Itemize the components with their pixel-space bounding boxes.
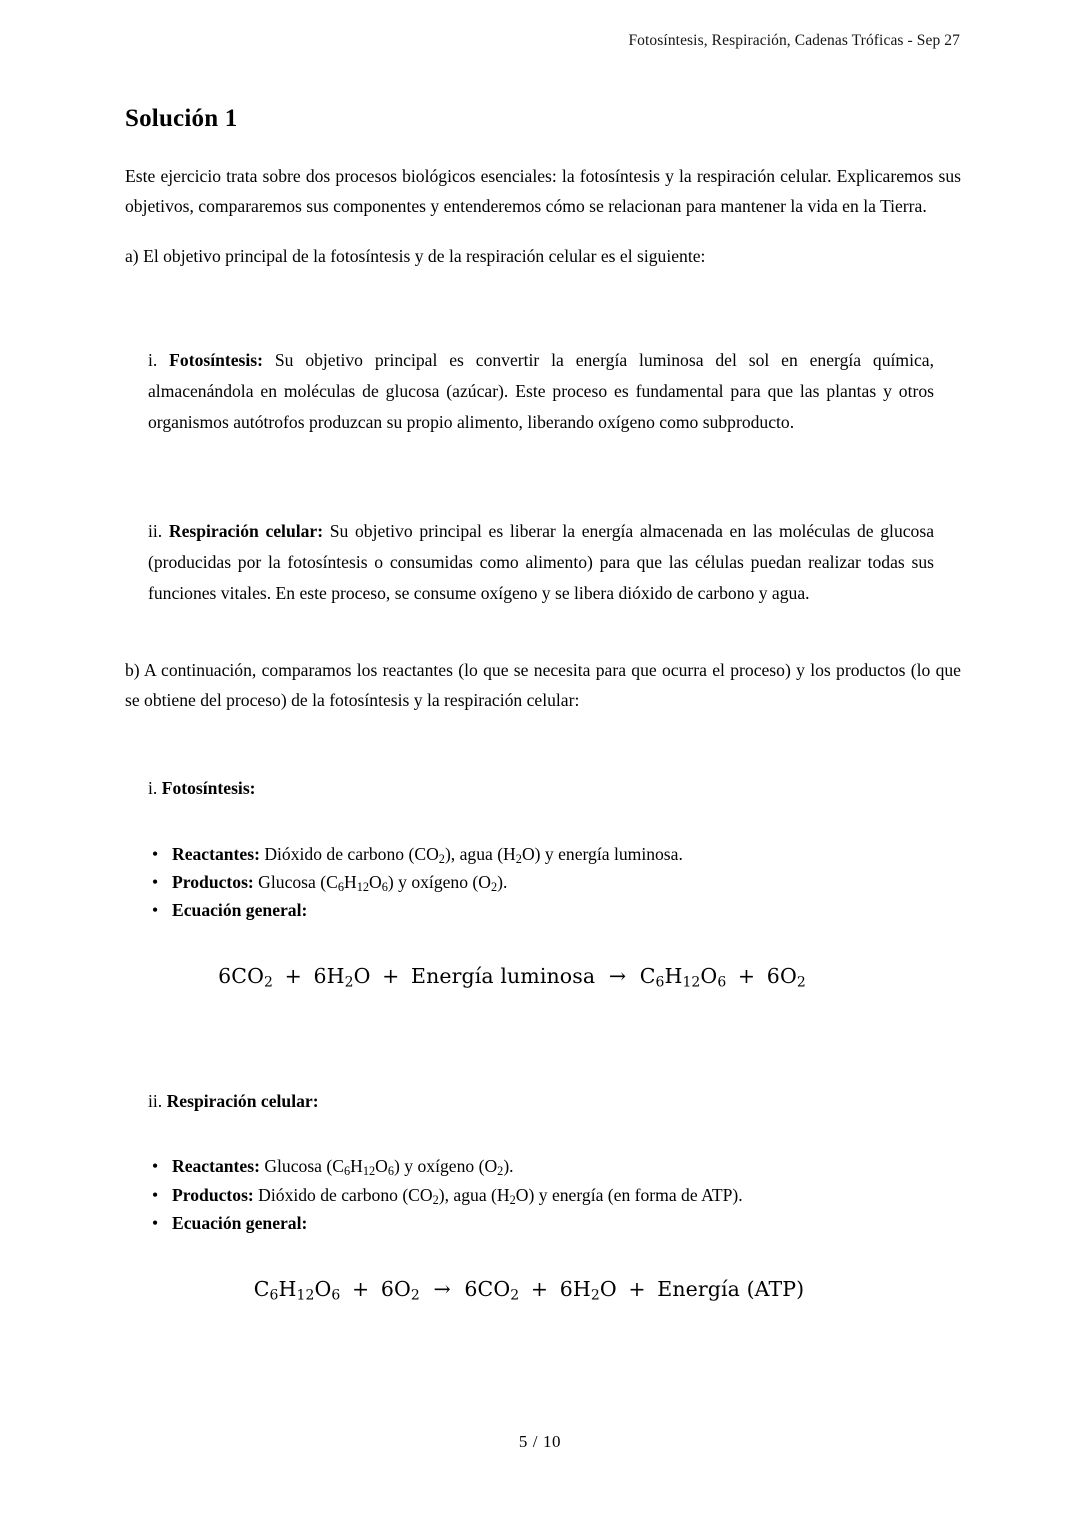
item-body: Su objetivo principal es liberar la energía almacenada en las moléculas de glucosa (producidas por la fotosíntesis o consumidas como alimento) para que las células puedan realizar todas sus funciones vitales. En este proceso, se consume oxígeno y se libera dióxido de carbono y agua. [148, 521, 935, 604]
heading-marker: ii. [148, 1091, 163, 1112]
bullet-label: Productos: [172, 1184, 254, 1205]
photosynthesis-bullet-list [148, 840, 961, 924]
part-b-lead: b) A continuación, comparamos los reactantes (lo que se necesita para que ocurra el proceso) y los productos (lo que se obtiene del proceso) de la fotosíntesis y la respiración celular: [125, 659, 961, 711]
item-body: Su objetivo principal es convertir la energía luminosa del sol en energía química, almacenándola en moléculas de glucosa (azúcar). Este proceso es fundamental para que las plantas y otros organismos autótrofos produzcan su propio alimento, liberando oxígeno como subproducto. [148, 350, 934, 433]
bullet-icon: • [152, 1156, 159, 1177]
bullet-label: Ecuación general: [172, 1212, 308, 1233]
spacer [125, 271, 961, 345]
bullet-icon: • [152, 900, 159, 920]
item-term: Respiración celular: [168, 521, 324, 542]
list-item [148, 896, 961, 924]
spacer [125, 924, 961, 964]
spacer [125, 1038, 961, 1086]
heading-label: Fotosíntesis: [161, 778, 256, 799]
item-term: Fotosíntesis: [169, 350, 263, 371]
bullet-icon: • [152, 1184, 159, 1205]
item-marker: i. [148, 350, 158, 371]
part-a-lead: a) El objetivo principal de la fotosíntesis y de la respiración celular es el siguiente: [125, 246, 706, 266]
bullet-label: Reactantes: [172, 843, 260, 864]
spacer [125, 438, 961, 516]
bullet-value: Dióxido de carbono $(CO_2)$, agua $(H_2O)$ y energía luminosa. [259, 843, 683, 866]
list-item [148, 1181, 961, 1209]
bullet-label: Reactantes: [172, 1156, 260, 1177]
part-a-item-fotosintesis-text [148, 345, 934, 438]
list-item [148, 868, 961, 896]
part-a-item-respiracion [148, 516, 934, 609]
item-marker: ii. [148, 521, 163, 542]
spacer [125, 988, 961, 1038]
page-title: Solución 1 [125, 105, 238, 132]
document-content [125, 105, 961, 1304]
part-b-heading-fotosintesis [148, 773, 961, 803]
heading-label: Respiración celular: [166, 1091, 319, 1112]
bullet-value: Glucosa $(C_6H_{12}O_6)$ y oxígeno $(O_2)$. [253, 871, 508, 895]
bullet-icon: • [152, 871, 159, 892]
running-header: Fotosíntesis, Respiración, Cadenas Tróficas - Sep 27 [628, 32, 960, 49]
spacer [125, 804, 961, 840]
part-a-item-fotosintesis [148, 345, 934, 438]
bullet-value: Dióxido de carbono $(CO_2)$, agua $(H_2O)$ y energía (en forma de ATP). [253, 1184, 743, 1207]
respiration-bullet-list [148, 1152, 961, 1236]
spacer [125, 715, 961, 773]
spacer [125, 1116, 961, 1152]
list-item [148, 1152, 961, 1180]
bullet-label: Productos: [172, 871, 254, 892]
page-footer: 5 / 10 [518, 1432, 562, 1451]
bullet-value: Glucosa $(C_6H_{12}O_6)$ y oxígeno $(O_2)$. [259, 1156, 514, 1179]
bullet-icon: • [152, 843, 159, 864]
bullet-label: Ecuación general: [172, 900, 308, 920]
heading-marker: i. [148, 778, 158, 799]
intro-paragraph: Este ejercicio trata sobre dos procesos biológicos esenciales: la fotosíntesis y la respiración celular. Explicaremos sus objetivos, compararemos sus componentes y entenderemos cómo se relacionan para mantener la vida en la Tierra. [125, 165, 961, 216]
bullet-icon: • [152, 1212, 159, 1233]
respiration-equation: $C_6H_{12}O_6 + 6O_2 \to 6CO_2 + 6H_2O$ + Energía (ATP) [253, 1276, 805, 1304]
photosynthesis-equation: $6CO_2 + 6H_2O$ + Energía luminosa → $C_6H_{12}O_6 + 6O_2$ [218, 964, 806, 991]
spacer [125, 609, 961, 655]
spacer [125, 1237, 961, 1277]
list-item [148, 840, 961, 868]
part-b-heading-respiracion [148, 1086, 961, 1116]
list-item [148, 1209, 961, 1237]
part-a-item-respiracion-text [148, 516, 934, 609]
